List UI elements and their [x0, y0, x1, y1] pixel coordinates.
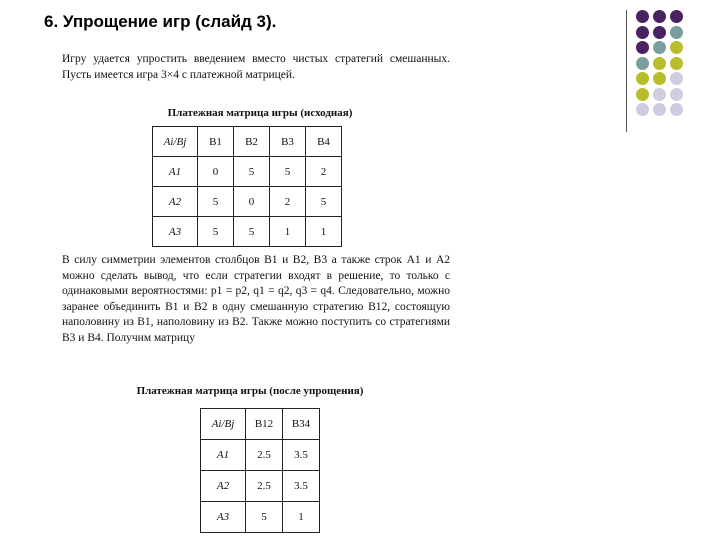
decorative-dot: [653, 103, 666, 116]
table-row: [201, 440, 320, 471]
header-cell: B1: [198, 127, 234, 157]
header-cell: B34: [283, 409, 320, 440]
table-row: [153, 157, 342, 187]
row-label: A1: [201, 440, 246, 471]
table-row: [153, 217, 342, 247]
table-cell: 5: [234, 157, 270, 187]
table-cell: 5: [246, 502, 283, 533]
decorative-dot: [653, 88, 666, 101]
header-cell: Ai/Bj: [153, 127, 198, 157]
decorative-dot: [653, 72, 666, 85]
table-cell: 5: [234, 217, 270, 247]
table-row: [201, 471, 320, 502]
decorative-dot: [653, 57, 666, 70]
table-cell: 0: [198, 157, 234, 187]
table-row: [201, 502, 320, 533]
decorative-dot: [670, 57, 683, 70]
simplified-payoff-matrix: [200, 408, 320, 533]
table-cell: 0: [234, 187, 270, 217]
decorative-dot: [636, 26, 649, 39]
header-cell: B3: [270, 127, 306, 157]
decorative-dot: [670, 72, 683, 85]
table-cell: 1: [283, 502, 320, 533]
decorative-dot: [636, 72, 649, 85]
table-cell: 1: [270, 217, 306, 247]
row-label: A3: [201, 502, 246, 533]
row-label: A1: [153, 157, 198, 187]
table-cell: 1: [306, 217, 342, 247]
decorative-dot: [636, 103, 649, 116]
table2-caption: Платежная матрица игры (после упрощения): [136, 385, 364, 397]
row-label: A2: [153, 187, 198, 217]
decorative-dot: [670, 26, 683, 39]
decorative-dot: [653, 41, 666, 54]
table-cell: 5: [198, 217, 234, 247]
original-payoff-matrix: [152, 126, 342, 247]
header-cell: B12: [246, 409, 283, 440]
row-label: A2: [201, 471, 246, 502]
decorative-dot: [653, 26, 666, 39]
intro-paragraph: Игру удается упростить введением вместо чистых стратегий смешанных. Пусть имеется игра 3×4 с платежной матрицей.: [62, 53, 450, 81]
decorative-divider: [626, 10, 627, 132]
decorative-dot: [670, 103, 683, 116]
header-cell: B4: [306, 127, 342, 157]
decorative-dot: [636, 10, 649, 23]
decorative-dot: [670, 10, 683, 23]
decorative-dot: [670, 88, 683, 101]
decorative-dot-grid: [636, 10, 696, 120]
table-cell: 2: [270, 187, 306, 217]
decorative-dot: [653, 10, 666, 23]
table-header-row: [201, 409, 320, 440]
table-cell: 2.5: [246, 440, 283, 471]
decorative-dot: [636, 88, 649, 101]
table-cell: 3.5: [283, 440, 320, 471]
decorative-dot: [636, 41, 649, 54]
header-cell: Ai/Bj: [201, 409, 246, 440]
header-cell: B2: [234, 127, 270, 157]
table-cell: 2: [306, 157, 342, 187]
explanation-paragraph: В силу симметрии элементов столбцов B1 и B2, B3 а также строк A1 и A2 можно сделать вывод, что если стратегии входят в решение, то только с одинаковыми вероятностями: p1 = p2, q1 = q2, q3 = q4. Следовательно, можно заранее объединить B1 и B2 в одну смешанную стратегию B12, состоящую наполовину из B1, наполовину из B2. Также можно поступить со стратегиями B3 и B4. Получим матрицу: [62, 254, 450, 344]
table1-caption: Платежная матрица игры (исходная): [167, 107, 353, 119]
decorative-dot: [636, 57, 649, 70]
row-label: A3: [153, 217, 198, 247]
table-cell: 3.5: [283, 471, 320, 502]
table-cell: 5: [198, 187, 234, 217]
table-row: [153, 187, 342, 217]
table-header-row: [153, 127, 342, 157]
decorative-dot: [670, 41, 683, 54]
table-cell: 2.5: [246, 471, 283, 502]
table-cell: 5: [306, 187, 342, 217]
table-cell: 5: [270, 157, 306, 187]
slide-title: 6. Упрощение игр (слайд 3).: [44, 12, 277, 31]
